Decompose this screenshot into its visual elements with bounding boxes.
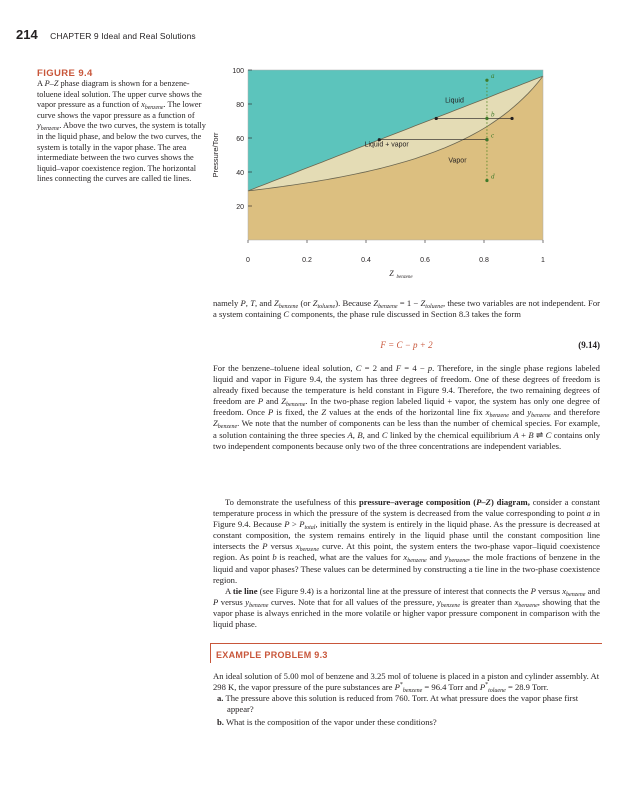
figure-caption: A P–Z phase diagram is shown for a benzene-toluene ideal solution. The upper curve shows the vapor pressure as a function of $x_{benzene}$. The lower curve shows the vapor pressure as a function of $y_{benzene}$. Above the two curves, the system is totally in the liquid phase, and below the two curves, the system is totally in the vapor phase. The area intermediate between the two curves shows the liquid–vapor coexistence region. The horizontal lines connecting the curves are called tie lines.: [37, 79, 206, 184]
y-axis-label: Pressure/Torr: [211, 132, 220, 178]
point-label-d: d: [490, 172, 495, 181]
point-label-c: c: [490, 131, 495, 140]
equation-formula: F = C − p + 2: [380, 340, 433, 350]
point-label-a: a: [490, 72, 495, 81]
body-paragraph-2: For the benzene–toluene ideal solution, C = 2 and F = 4 − p. Therefore, in the single phase regions labeled liquid and vapor in Figure 9.4, the system has three degrees of freedom. One of these degrees of freedom is already fixed because the temperature is held constant in Figure 9.4. Therefore, the two remaining degrees of freedom are P and $Z_{benzene}$. In the two-phase region labeled liquid + vapor, the system has only one degree of freedom. Once P is fixed, the Z values at the ends of the horizontal line fix $x_{benzene}$ and $y_{benzene}$ and therefore $Z_{benzene}$. We note that the number of components can be less than the number of chemical species. For example, a solution containing the three species A, B, and C linked by the chemical equilibrium A + B ⇌ C contains only two independent components because only two of the three concentrations are independent variables.: [213, 363, 601, 451]
x-axis-label: Z: [389, 269, 394, 278]
region-label: Liquid + vapor: [364, 141, 409, 149]
x-tick-label: 0.6: [420, 257, 430, 264]
page-number: 214: [16, 27, 38, 42]
example-body: [213, 671, 600, 728]
example-item-a: [213, 693, 600, 715]
tie-line-end: [378, 138, 381, 141]
example-title: EXAMPLE PROBLEM 9.3: [216, 650, 328, 660]
x-axis-label-subscript: benzene: [396, 275, 413, 280]
pz-phase-diagram: [208, 60, 563, 282]
x-tick-label: 1: [541, 257, 545, 264]
example-intro: An ideal solution of 5.00 mol of benzene and 3.25 mol of toluene is placed in a piston and cylinder assembly. At 298 K, the vapor pressure of the pure substances are $P^*_{benzene} = 96.4$ Torr and $P^*_{toluene} = 28.9$ Torr.: [213, 671, 600, 695]
item-a-text: The pressure above this solution is reduced from 760. Torr. At what pressure does the vapor phase first appear?: [225, 693, 579, 715]
region-label: Liquid: [445, 97, 464, 105]
item-b-label: b.: [217, 717, 224, 728]
x-tick-label: 0.2: [302, 257, 312, 264]
x-tick-label: 0: [246, 257, 250, 264]
item-b-text: What is the composition of the vapor under these conditions?: [225, 717, 437, 728]
point-c: [485, 138, 488, 141]
point-a: [485, 79, 488, 82]
point-d: [485, 179, 488, 182]
example-rule-vertical: [210, 643, 211, 663]
example-item-b: [213, 717, 600, 728]
body-paragraph-1: namely P, T, and $Z_{benzene}$ (or $Z_{toluene}$). Because $Z_{benzene} = 1 - Z_{toluene}$, these two variables are not independent. For a system containing C components, the phase rule discussed in Section 8.3 takes the form: [213, 298, 600, 320]
y-tick-label: 20: [236, 204, 244, 211]
running-header: [16, 26, 196, 44]
y-tick-label: 60: [236, 136, 244, 143]
x-tick-label: 0.8: [479, 257, 489, 264]
y-tick-label: 80: [236, 102, 244, 109]
body-paragraph-3: To demonstrate the usefulness of this pressure–average composition (P–Z) diagram, consider a constant temperature process in which the pressure of the system is decreased from the value corresponding to point a in Figure 9.4. Because $P > P_{total}$, initially the system is entirely in the liquid phase. As the pressure is decreased at constant composition, the system remains entirely in the liquid phase until the constant composition line intersects the P versus $x_{benzene}$ curve. At this point, the system enters the two-phase vapor–liquid coexistence region. As point b is reached, what are the values for $x_{benzene}$ and $y_{benzene}$, the mole fractions of benzene in the liquid and vapor phases? These values can be determined by constructing a tie line in the two-phase coexistence region.: [213, 497, 600, 585]
y-tick-label: 40: [236, 170, 244, 177]
x-tick-label: 0.4: [361, 257, 371, 264]
equation-number: (9.14): [578, 340, 600, 350]
y-tick-label: 100: [232, 68, 244, 75]
region-label: Vapor: [448, 157, 467, 165]
body-paragraph-4: A tie line (see Figure 9.4) is a horizontal line at the pressure of interest that connects the P versus $x_{benzene}$ and P versus $y_{benzene}$ curves. Note that for all values of the pressure, $y_{benzene}$ is greater than $x_{benzene}$, showing that the vapor phase is always enriched in the more volatile or higher vapor pressure component in comparison with the liquid phase.: [213, 586, 600, 630]
example-rule: [210, 643, 602, 644]
chapter-title: CHAPTER 9 Ideal and Real Solutions: [50, 31, 196, 41]
tie-line-end: [510, 117, 513, 120]
point-label-b: b: [490, 110, 495, 119]
figure-label: FIGURE 9.4: [37, 68, 93, 79]
item-a-label: a.: [217, 693, 224, 704]
tie-line-end: [435, 117, 438, 120]
point-b: [485, 117, 488, 120]
